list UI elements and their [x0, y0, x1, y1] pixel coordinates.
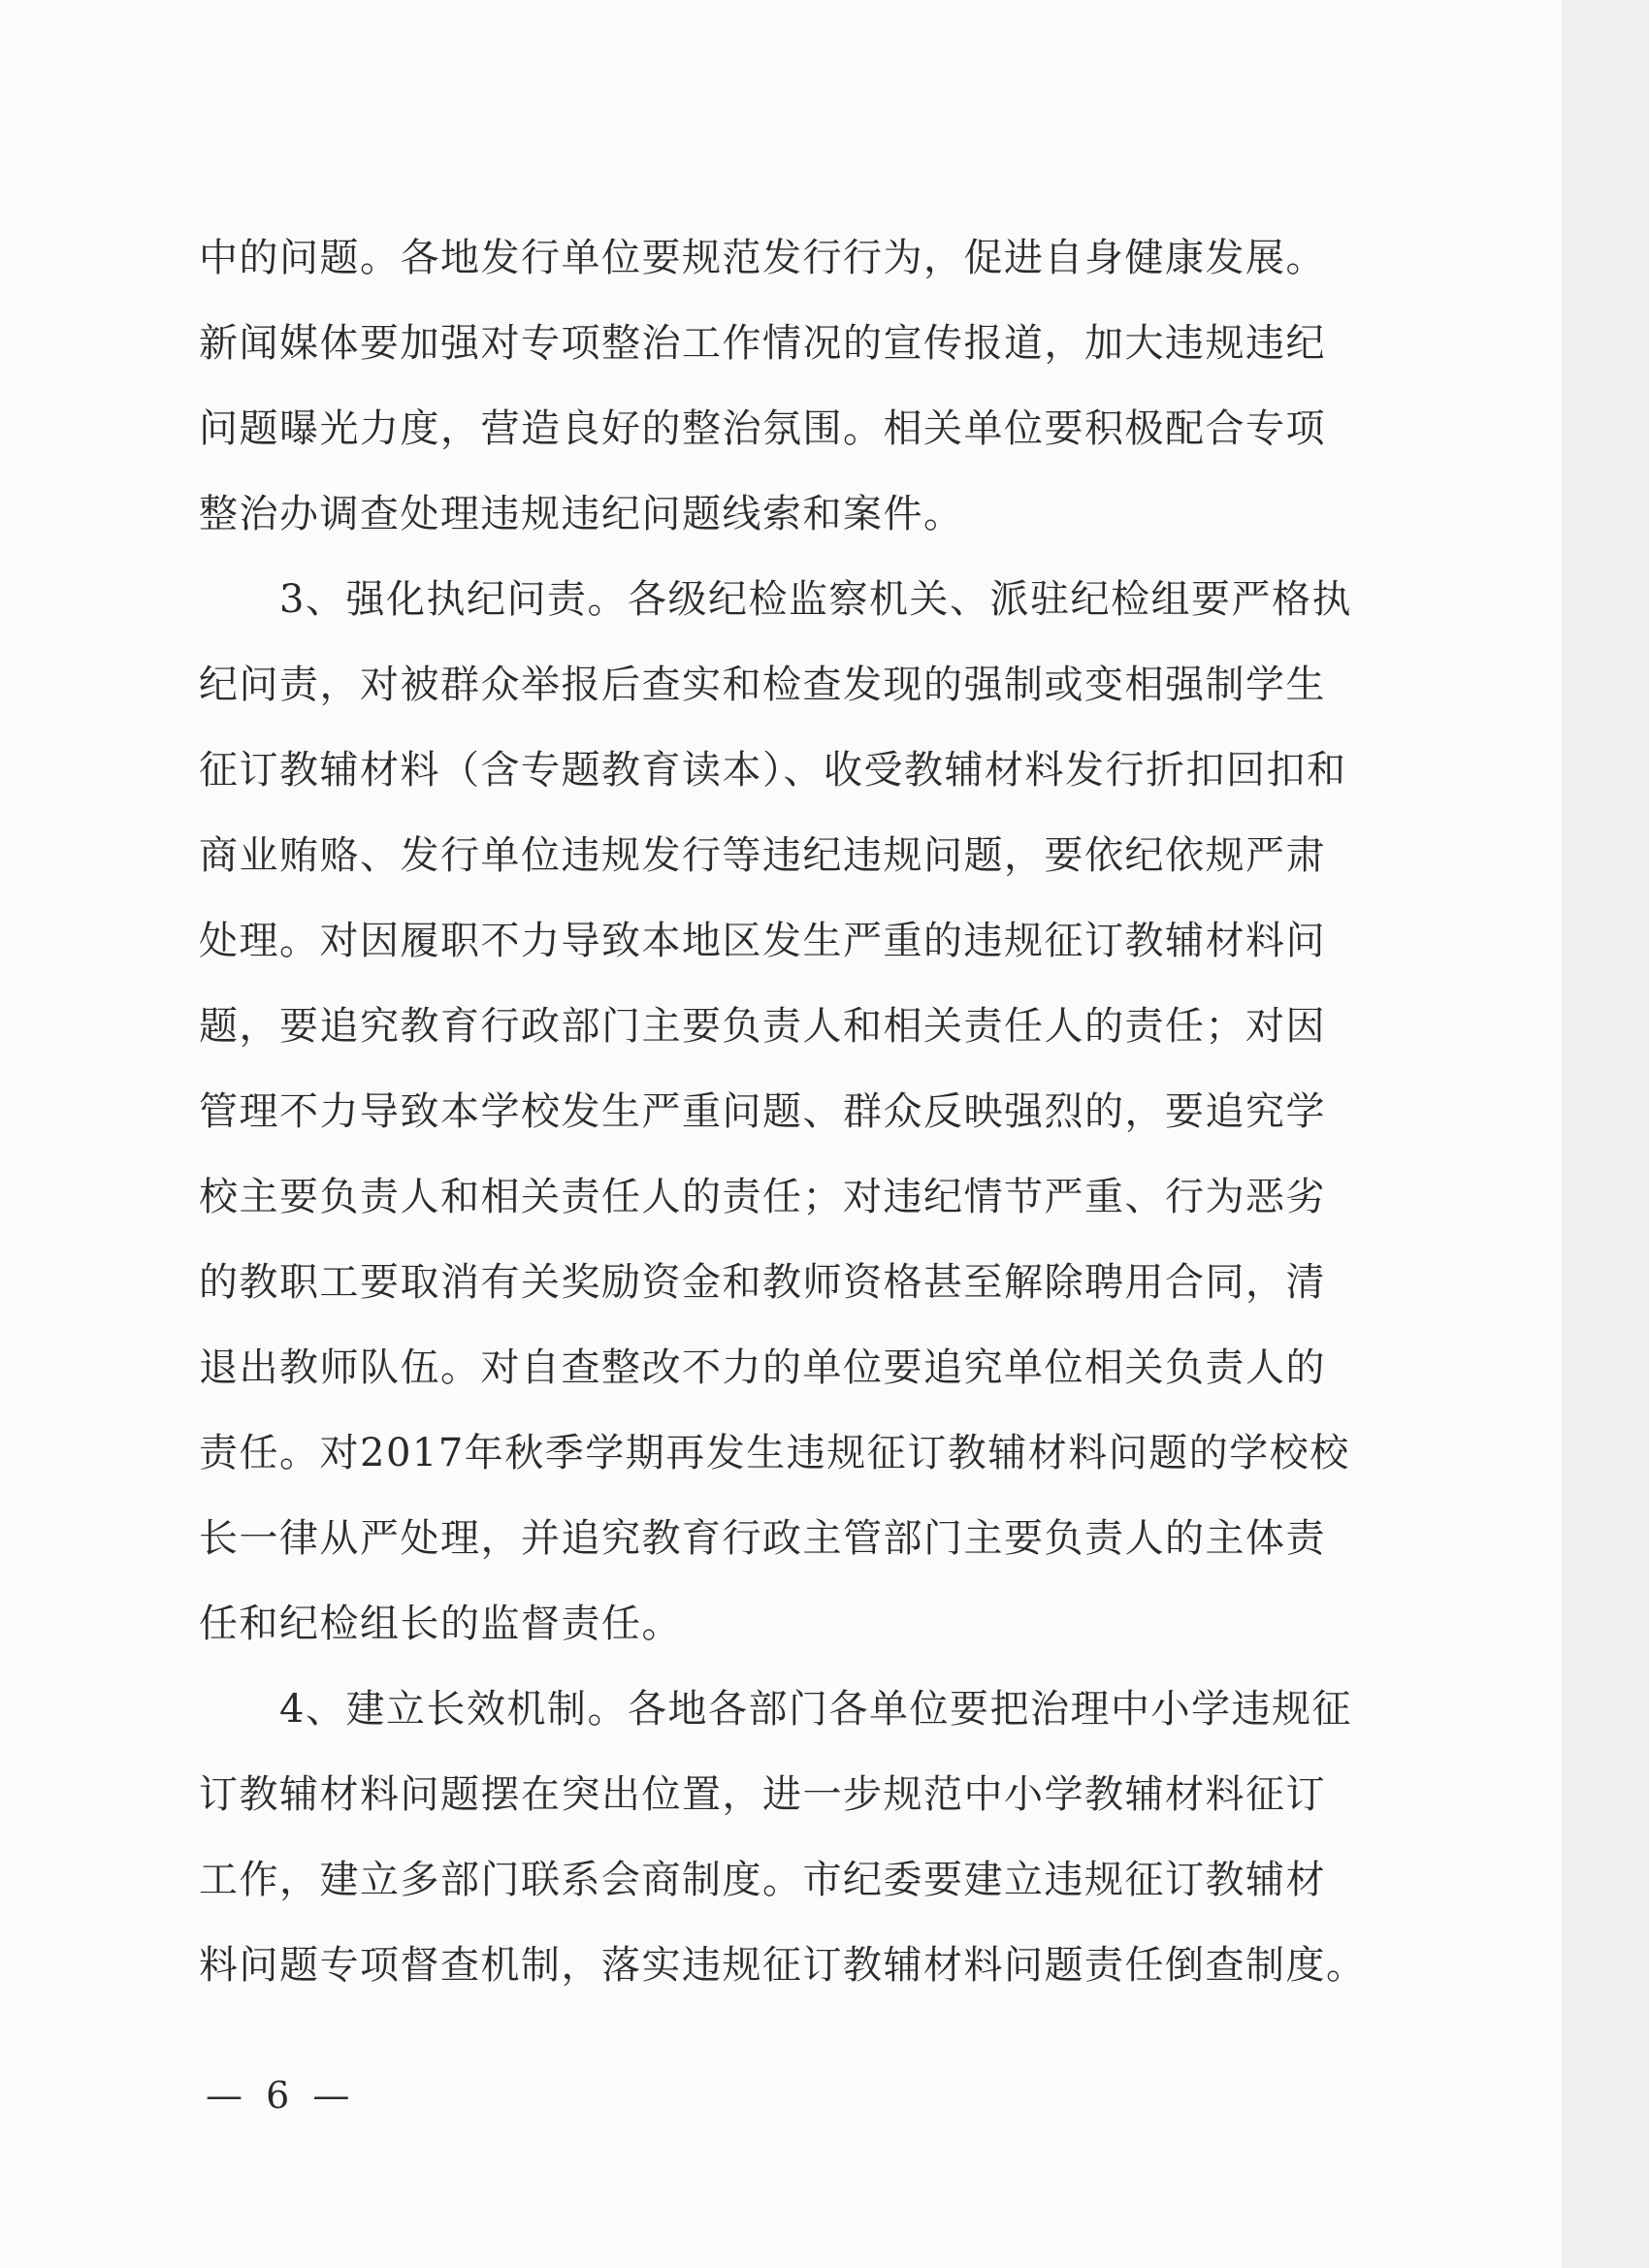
text-line: 中的问题。各地发行单位要规范发行行为，促进自身健康发展。 [199, 236, 1326, 280]
text-line: 新闻媒体要加强对专项整治工作情况的宣传报道，加大违规违纪 [199, 321, 1326, 366]
text-line: 校主要负责人和相关责任人的责任；对违纪情节严重、行为恶劣 [199, 1175, 1326, 1219]
scan-margin [1562, 0, 1649, 2268]
section-heading-line: 3、强化执纪问责。各级纪检监察机关、派驻纪检组要严格执 [199, 577, 1352, 622]
text-line: 管理不力导致本学校发生严重问题、群众反映强烈的，要追究学 [199, 1089, 1326, 1134]
text-line: 征订教辅材料（含专题教育读本）、收受教辅材料发行折扣回扣和 [199, 748, 1347, 793]
text-line: 问题曝光力度，营造良好的整治氛围。相关单位要积极配合专项 [199, 406, 1326, 451]
text-line: 退出教师队伍。对自查整改不力的单位要追究单位相关负责人的 [199, 1345, 1326, 1390]
page-number: — 6 — [206, 2074, 356, 2117]
text-line: 处理。对因履职不力导致本地区发生严重的违规征订教辅材料问 [199, 919, 1326, 963]
section-heading-line: 4、建立长效机制。各地各部门各单位要把治理中小学违规征 [199, 1687, 1352, 1732]
text-line: 纪问责，对被群众举报后查实和检查发现的强制或变相强制学生 [199, 663, 1326, 707]
text-line: 工作，建立多部门联系会商制度。市纪委要建立违规征订教辅材 [199, 1858, 1326, 1902]
text-line: 商业贿赂、发行单位违规发行等违纪违规问题，要依纪依规严肃 [199, 833, 1326, 878]
text-line: 料问题专项督查机制，落实违规征订教辅材料问题责任倒查制度。 [199, 1943, 1367, 1988]
text-line: 责任。对2017年秋季学期再发生违规征订教辅材料问题的学校校 [199, 1431, 1350, 1475]
text-line: 题，要追究教育行政部门主要负责人和相关责任人的责任；对因 [199, 1004, 1326, 1049]
text-line: 任和纪检组长的监督责任。 [199, 1602, 682, 1646]
body-text [199, 215, 1431, 2008]
text-line: 订教辅材料问题摆在突出位置，进一步规范中小学教辅材料征订 [199, 1772, 1326, 1817]
text-line: 的教职工要取消有关奖励资金和教师资格甚至解除聘用合同，清 [199, 1260, 1326, 1305]
text-line: 长一律从严处理，并追究教育行政主管部门主要负责人的主体责 [199, 1516, 1326, 1561]
text-line: 整治办调查处理违规违纪问题线索和案件。 [199, 492, 964, 536]
